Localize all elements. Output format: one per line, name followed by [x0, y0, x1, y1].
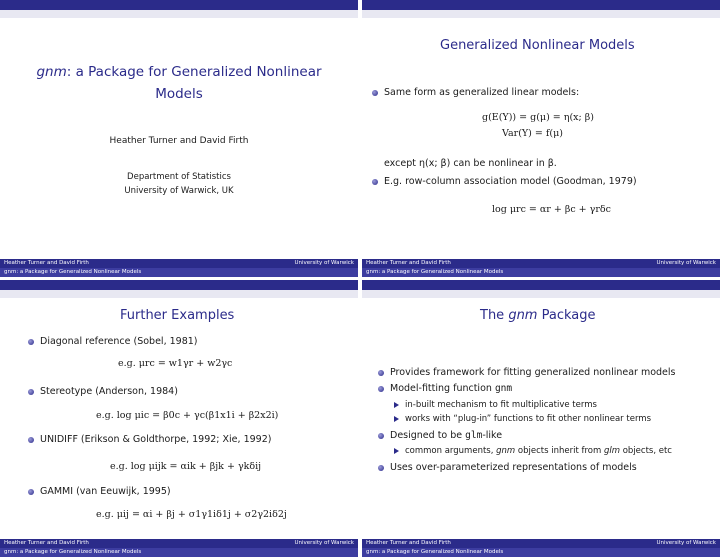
university: University of Warwick, UK — [124, 186, 234, 196]
bullet-icon — [378, 386, 384, 392]
footer-institution: University of Warwick — [656, 260, 716, 266]
header-bar — [0, 0, 358, 10]
footer-institution: University of Warwick — [294, 260, 354, 266]
footer — [362, 259, 720, 277]
header-bar — [0, 280, 358, 290]
bullet-text: Stereotype (Anderson, 1984) — [40, 386, 178, 397]
footer-author: Heather Turner and David Firth — [4, 540, 89, 546]
header-band — [0, 10, 358, 18]
footer-title: gnm: a Package for Generalized Nonlinear Models — [366, 269, 504, 275]
bullet — [28, 336, 198, 347]
header-bar — [362, 280, 720, 290]
bullet-text: Provides framework for fitting generalized nonlinear models — [390, 367, 676, 378]
footer — [0, 259, 358, 277]
bullet-icon — [28, 437, 34, 443]
title-rest: : a Package for Generalized Nonlinear — [66, 64, 322, 80]
bullet-text: GAMMI (van Eeuwijk, 1995) — [40, 486, 171, 497]
title-gnm: gnm — [508, 308, 538, 323]
bullet — [378, 383, 512, 394]
slide-title — [0, 0, 358, 277]
bullet-icon — [378, 465, 384, 471]
equation: e.g. log μic = β0c + γc(β1x1i + β2x2i) — [96, 410, 279, 421]
sub-bullet — [394, 446, 672, 456]
sub-bullet-text: works with “plug-in” functions to fit other nonlinear terms — [405, 414, 651, 424]
frame-title — [480, 308, 596, 323]
bullet-text: Uses over-parameterized representations of models — [390, 462, 637, 473]
bullet-icon — [378, 433, 384, 439]
bullet — [372, 87, 579, 98]
slide-title-line2: Models — [155, 86, 203, 102]
triangle-icon — [394, 416, 399, 422]
frame-title: Further Examples — [120, 308, 235, 323]
bullet-text: E.g. row-column association model (Goodman, 1979) — [384, 176, 637, 187]
equation: Var(Y) = f(μ) — [502, 128, 563, 139]
footer-author: Heather Turner and David Firth — [366, 540, 451, 546]
text-line: except η(x; β) can be nonlinear in β. — [384, 158, 557, 169]
bullet-text-post: -like — [482, 430, 503, 441]
bullet — [378, 367, 676, 378]
footer-title: gnm: a Package for Generalized Nonlinear Models — [4, 549, 142, 555]
footer-institution: University of Warwick — [294, 540, 354, 546]
slide-further-examples — [0, 280, 358, 557]
slide-gnm-package — [362, 280, 720, 557]
header-bar — [362, 0, 720, 10]
department: Department of Statistics — [127, 172, 231, 182]
header-band — [0, 290, 358, 298]
bullet — [28, 434, 271, 445]
bullet-text: Designed to be — [390, 430, 466, 441]
bullet — [28, 486, 171, 497]
bullet-icon — [378, 370, 384, 376]
title-post: Package — [537, 308, 596, 323]
sub-gnm: gnm — [496, 446, 516, 456]
sub-bullet-text: in-built mechanism to fit multiplicative terms — [405, 400, 597, 410]
footer-author: Heather Turner and David Firth — [4, 260, 89, 266]
bullet-text: UNIDIFF (Erikson & Goldthorpe, 1992; Xie, 1992) — [40, 434, 272, 445]
footer — [362, 539, 720, 557]
header-band — [362, 290, 720, 298]
equation: log μrc = αr + βc + γrδc — [492, 204, 611, 215]
bullet — [378, 462, 637, 473]
sub-text: objects, etc — [620, 446, 672, 456]
bullet — [378, 430, 502, 441]
title-gnm: gnm — [36, 64, 67, 80]
bullet-icon — [372, 90, 378, 96]
bullet — [372, 176, 637, 187]
code-glm: glm — [465, 430, 483, 441]
bullet-icon — [28, 339, 34, 345]
sub-bullet — [394, 414, 651, 424]
sub-bullet — [394, 400, 597, 410]
sub-text: objects inherit from — [515, 446, 604, 456]
equation: e.g. μrc = w1γr + w2γc — [118, 358, 233, 369]
title-pre: The — [480, 308, 509, 323]
bullet-icon — [28, 389, 34, 395]
footer — [0, 539, 358, 557]
slide-gnm-def — [362, 0, 720, 277]
bullet-text: Diagonal reference (Sobel, 1981) — [40, 336, 198, 347]
sub-glm: glm — [603, 446, 621, 456]
bullet-text: Same form as generalized linear models: — [384, 87, 580, 98]
footer-title: gnm: a Package for Generalized Nonlinear Models — [366, 549, 504, 555]
footer-institution: University of Warwick — [656, 540, 716, 546]
footer-title: gnm: a Package for Generalized Nonlinear Models — [4, 269, 142, 275]
triangle-icon — [394, 448, 399, 454]
bullet-icon — [372, 179, 378, 185]
footer-author: Heather Turner and David Firth — [366, 260, 451, 266]
bullet — [28, 386, 178, 397]
equation: g(E(Y)) = g(μ) = η(x; β) — [482, 112, 594, 123]
slide-title-text — [0, 64, 358, 80]
code-gnm: gnm — [494, 383, 513, 394]
header-band — [362, 10, 720, 18]
equation: e.g. μij = αi + βj + σ1γ1iδ1j + σ2γ2iδ2j — [96, 509, 287, 520]
authors: Heather Turner and David Firth — [109, 136, 249, 146]
triangle-icon — [394, 402, 399, 408]
sub-text: common arguments, — [405, 446, 497, 456]
bullet-icon — [28, 489, 34, 495]
frame-title: Generalized Nonlinear Models — [440, 38, 635, 53]
bullet-text: Model-fitting function — [390, 383, 495, 394]
equation: e.g. log μijk = αik + βjk + γkδij — [110, 461, 262, 472]
